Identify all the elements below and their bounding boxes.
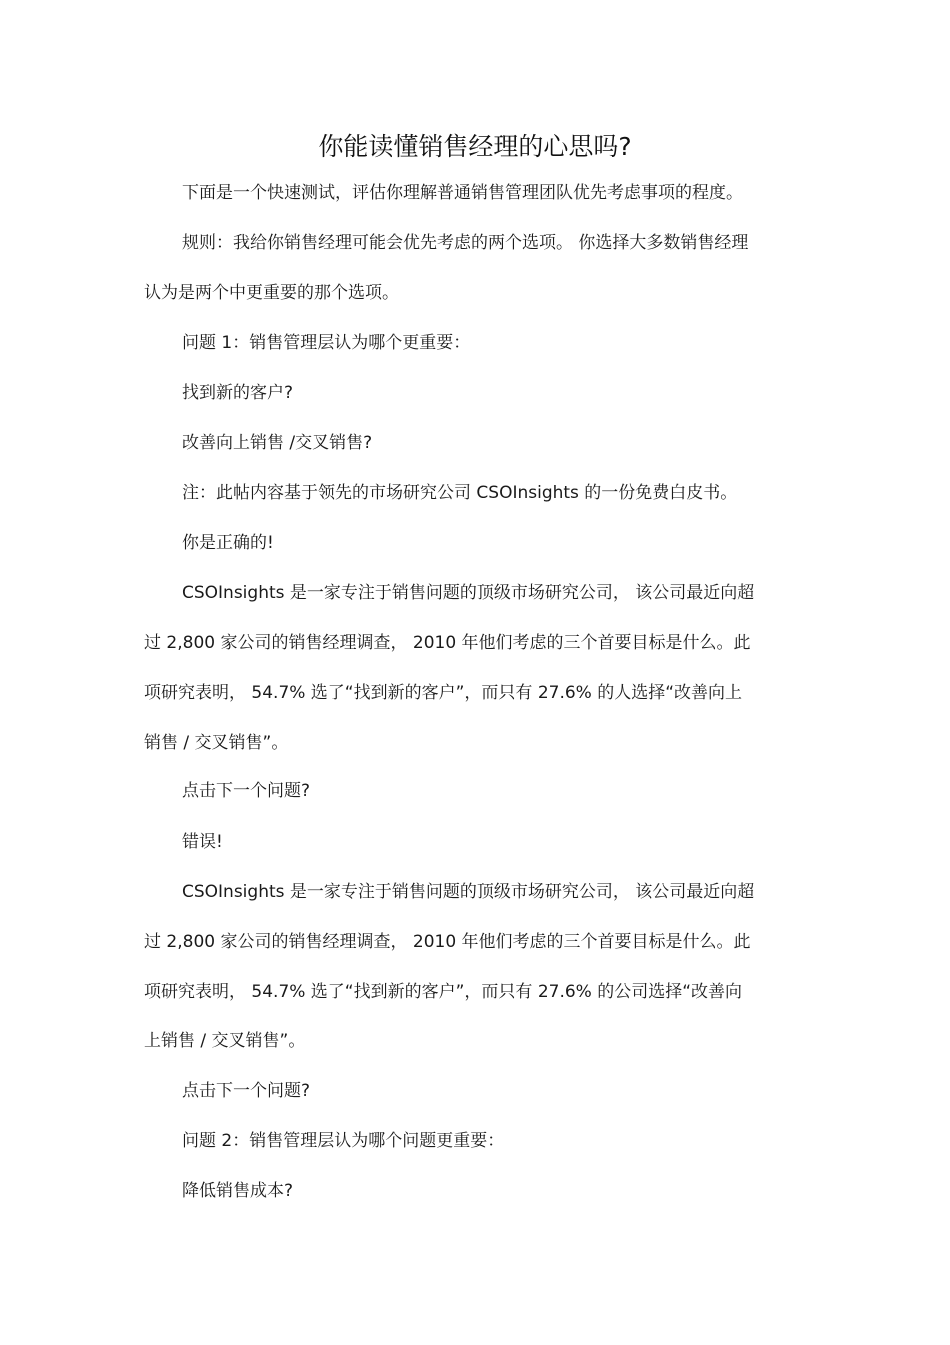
correct-text-line-2: 过 2,800 家公司的销售经理调查， 2010 年他们考虑的三个首要目标是什么。此: [144, 633, 751, 653]
correct-text-line-4: 销售 / 交叉销售”。: [144, 733, 289, 753]
intro-paragraph: 下面是一个快速测试，评估你理解普通销售管理团队优先考虑事项的程度。: [182, 183, 743, 203]
option-1a: 找到新的客户?: [182, 383, 294, 403]
option-1b: 改善向上销售 /交叉销售?: [182, 433, 373, 453]
next-question-link-1[interactable]: 点击下一个问题?: [182, 781, 311, 801]
next-question-link-2[interactable]: 点击下一个问题?: [182, 1081, 311, 1101]
correct-heading: 你是正确的!: [182, 533, 274, 553]
wrong-text-line-4: 上销售 / 交叉销售”。: [144, 1031, 306, 1051]
wrong-text-line-1: CSOInsights 是一家专注于销售问题的顶级市场研究公司， 该公司最近向超: [182, 882, 755, 902]
rules-line-1: 规则：我给你销售经理可能会优先考虑的两个选项。 你选择大多数销售经理: [182, 233, 749, 253]
question-2: 问题 2：销售管理层认为哪个问题更重要：: [182, 1131, 505, 1151]
document-title: 你能读懂销售经理的心思吗?: [318, 132, 632, 161]
option-2a: 降低销售成本?: [182, 1181, 294, 1201]
correct-text-line-1: CSOInsights 是一家专注于销售问题的顶级市场研究公司， 该公司最近向超: [182, 583, 755, 603]
note-line: 注：此帖内容基于领先的市场研究公司 CSOInsights 的一份免费白皮书。: [182, 483, 738, 503]
rules-line-2: 认为是两个中更重要的那个选项。: [144, 283, 399, 303]
wrong-heading: 错误!: [182, 832, 223, 852]
wrong-text-line-2: 过 2,800 家公司的销售经理调查， 2010 年他们考虑的三个首要目标是什么。此: [144, 932, 751, 952]
wrong-text-line-3: 项研究表明， 54.7% 选了“找到新的客户”，而只有 27.6% 的公司选择“改善向: [144, 982, 743, 1002]
correct-text-line-3: 项研究表明， 54.7% 选了“找到新的客户”，而只有 27.6% 的人选择“改善向上: [144, 683, 743, 703]
question-1: 问题 1：销售管理层认为哪个更重要：: [182, 333, 471, 353]
